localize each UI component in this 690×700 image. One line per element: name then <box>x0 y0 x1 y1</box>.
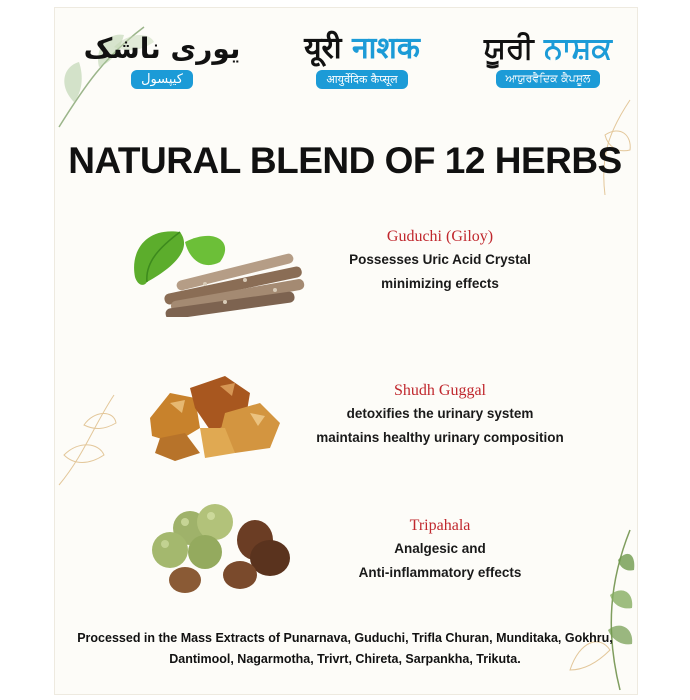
brand-hindi-subtitle: आयुर्वेदिक कैप्सूल <box>316 70 407 89</box>
herb-triphala-line2: Anti-inflammatory effects <box>358 565 522 580</box>
herb-triphala-line1: Analgesic and <box>394 541 486 556</box>
ingredients-footer-line2: Dantimool, Nagarmotha, Trivrt, Chireta, Sarpankha, Trikuta. <box>169 652 521 666</box>
brand-hindi-title-part2: नाशक <box>352 31 420 66</box>
brand-punjabi-title-part2: ਨਾਸ਼ਕ <box>544 31 612 66</box>
triphala-fruits-icon <box>145 500 300 600</box>
brand-punjabi-subtitle: ਆਯੁਰਵੈਦਿਕ ਕੈਪਸੂਲ <box>496 70 601 88</box>
brand-punjabi-title <box>468 32 628 66</box>
brand-punjabi <box>468 32 628 88</box>
leaf-decoration-mid-left-icon <box>54 385 144 495</box>
brand-punjabi-title-part1: ਯੂਰੀ <box>484 31 534 66</box>
ingredients-footer <box>60 628 630 670</box>
herb-triphala <box>290 515 590 585</box>
herb-triphala-name: Tripahala <box>409 517 471 534</box>
guggal-resin-icon <box>140 368 290 463</box>
herb-guduchi <box>290 226 590 296</box>
ingredients-footer-line1: Processed in the Mass Extracts of Punarnava, Guduchi, Trifla Churan, Munditaka, Gokhru, <box>77 631 613 645</box>
herb-guggal-line1: detoxifies the urinary system <box>346 406 534 421</box>
herb-guggal-line2: maintains healthy urinary composition <box>316 430 564 445</box>
brand-urdu <box>62 32 262 89</box>
brand-hindi-title-part1: यूरी <box>304 31 342 66</box>
brand-hindi-title <box>282 32 442 66</box>
herb-guggal <box>290 380 590 450</box>
page-title: NATURAL BLEND OF 12 HERBS <box>68 140 622 181</box>
herb-guduchi-line1: Possesses Uric Acid Crystal <box>349 252 531 267</box>
brand-urdu-title: یوری ناشک <box>83 32 241 65</box>
herb-guggal-name: Shudh Guggal <box>394 382 486 399</box>
brand-urdu-subtitle: کیپسول <box>131 70 193 89</box>
herb-guduchi-name: Guduchi (Giloy) <box>386 228 494 245</box>
brand-hindi <box>282 32 442 89</box>
giloy-stems-icon <box>125 222 310 317</box>
herb-guduchi-line2: minimizing effects <box>381 276 499 291</box>
